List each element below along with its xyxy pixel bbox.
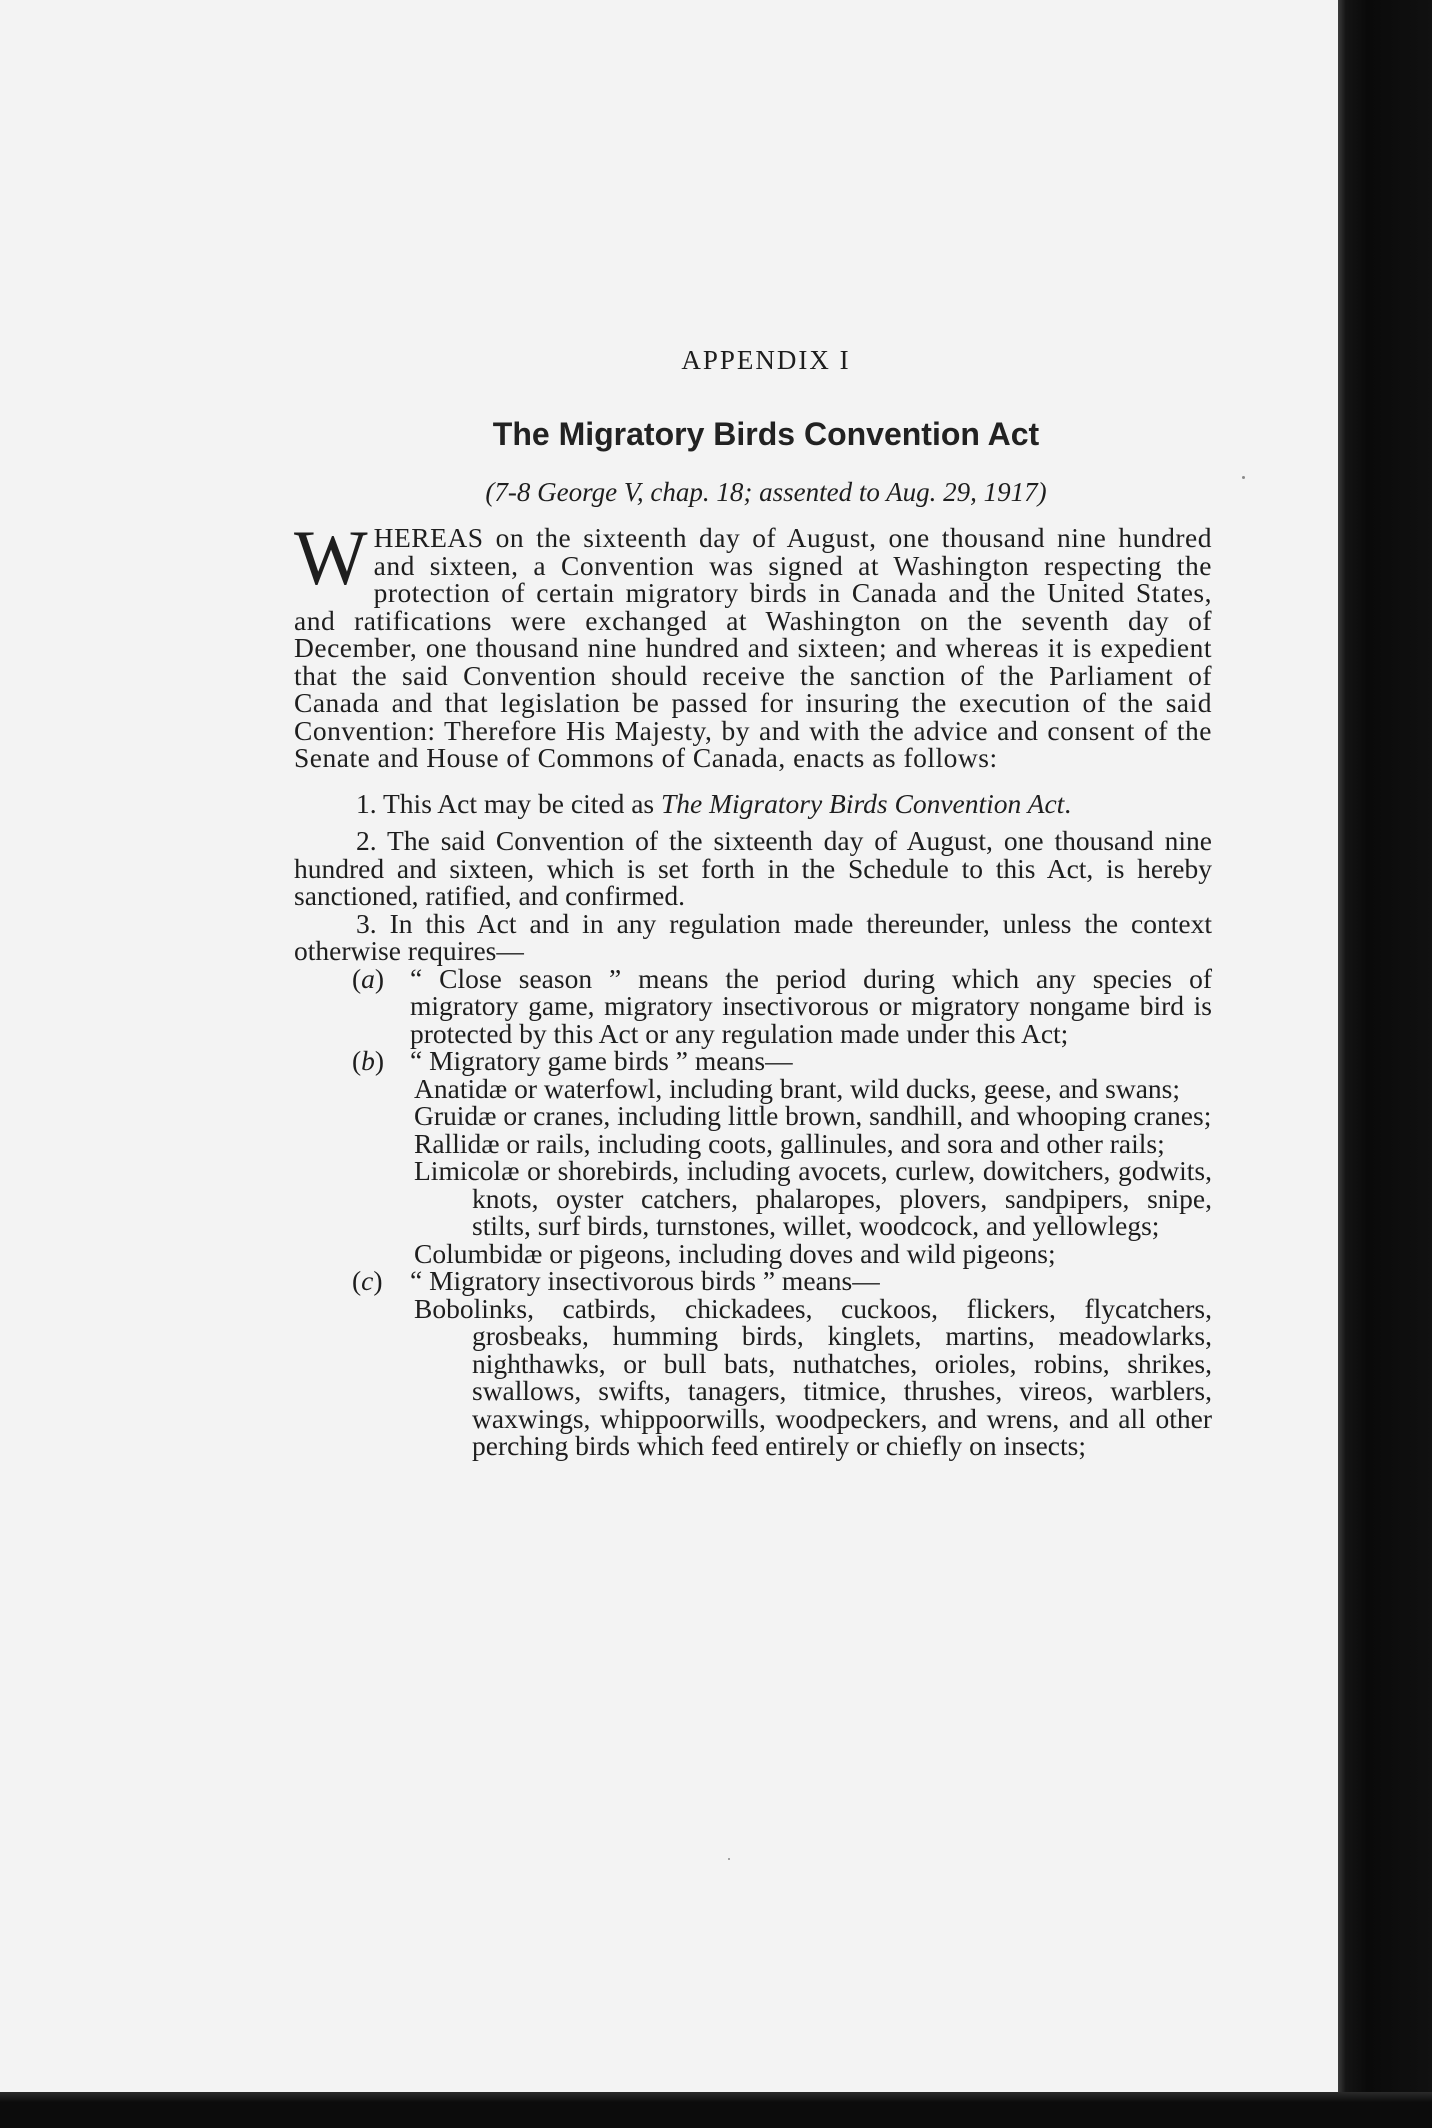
section-2: 2. The said Convention of the sixteenth day of August, one thousand nine hundred and sixteen, which is set forth in the Schedule to this Act, is hereby sanctioned, ratified, and confirmed. <box>294 825 1212 911</box>
act-title: The Migratory Birds Convention Act <box>492 416 1040 452</box>
bird-group: Anatidæ or waterfowl, including brant, wild ducks, geese, and swans; <box>414 1072 1181 1104</box>
bird-group: Limicolæ or shorebirds, including avocets, curlew, dowitchers, godwits, knots, oyster catchers, phalaropes, plovers, sandpipers, snipe, stilts, surf birds, turnstones, willet, woodcock, and yellowlegs; <box>414 1155 1212 1241</box>
insectivorous-bird-list: Bobolinks, catbirds, chickadees, cuckoos, flickers, flycatchers, grosbeaks, humming birds, kinglets, martins, meadowlarks, nighthawks, or bull bats, nuthatches, orioles, robins, shrikes, swallows, swifts, tanagers, titmice, thrushes, vireos, warblers, waxwings, whippoorwills, woodpeckers, and wrens, and all other perching birds which feed entirely or chiefly on insects; <box>414 1292 1212 1461</box>
item-c <box>294 1267 1212 1295</box>
page-text <box>294 340 1212 1460</box>
paper-speck <box>1242 476 1245 479</box>
preamble-paragraph <box>294 514 1212 773</box>
paper-speck <box>728 1858 730 1860</box>
section-1-text: 1. This Act may be cited as <box>356 787 661 819</box>
item-b-text: “ Migratory game birds ” means— <box>410 1045 793 1076</box>
section-3: 3. In this Act and in any regulation made thereunder, unless the context otherwise requires— <box>294 907 1212 966</box>
section-1-end: . <box>1064 787 1072 819</box>
act-citation: (7-8 George V, chap. 18; assented to Aug. 29, 1917) <box>485 477 1047 507</box>
section-1-act-name: The Migratory Birds Convention Act <box>660 787 1065 819</box>
item-c-label: (c) <box>352 1265 383 1296</box>
item-a <box>294 962 1212 1049</box>
item-a-text: “ Close season ” means the period during which any species of migratory game, migratory insectivorous or migratory nongame bird is protected by this Act or any regulation made under this Act; <box>410 962 1212 1049</box>
item-b-label: (b) <box>352 1045 385 1076</box>
item-c-text: “ Migratory insectivorous birds ” means— <box>410 1265 880 1296</box>
item-a-label: (a) <box>352 962 385 994</box>
bird-group: Columbidæ or pigeons, including doves and wild pigeons; <box>414 1237 1056 1269</box>
bird-group: Gruidæ or cranes, including little brown, sandhill, and whooping cranes; <box>414 1100 1212 1131</box>
appendix-heading: APPENDIX I <box>681 345 851 375</box>
item-b <box>294 1047 1212 1075</box>
section-1 <box>294 787 1212 819</box>
bird-group: Rallidæ or rails, including coots, gallinules, and sora and other rails; <box>414 1127 1165 1159</box>
scan-bottom-border <box>0 2092 1432 2128</box>
book-spine-shadow <box>1338 0 1432 2128</box>
preamble-text: HEREAS on the sixteenth day of August, one thousand nine hundred and sixteen, a Convention was signed at Washington respecting the protection of certain migratory birds in Canada and the United States, and ratifications were exchanged at Washington on the seventh day of December, one thousand nine hundred and sixteen; and whereas it is expedient that the said Convention should receive the sanction of the Parliament of Canada and that legislation be passed for insuring the execution of the said Convention: Therefore His Majesty, by and with the advice and consent of the Senate and House of Commons of Canada, enacts as follows: <box>294 522 1212 773</box>
drop-cap: W <box>294 514 368 601</box>
